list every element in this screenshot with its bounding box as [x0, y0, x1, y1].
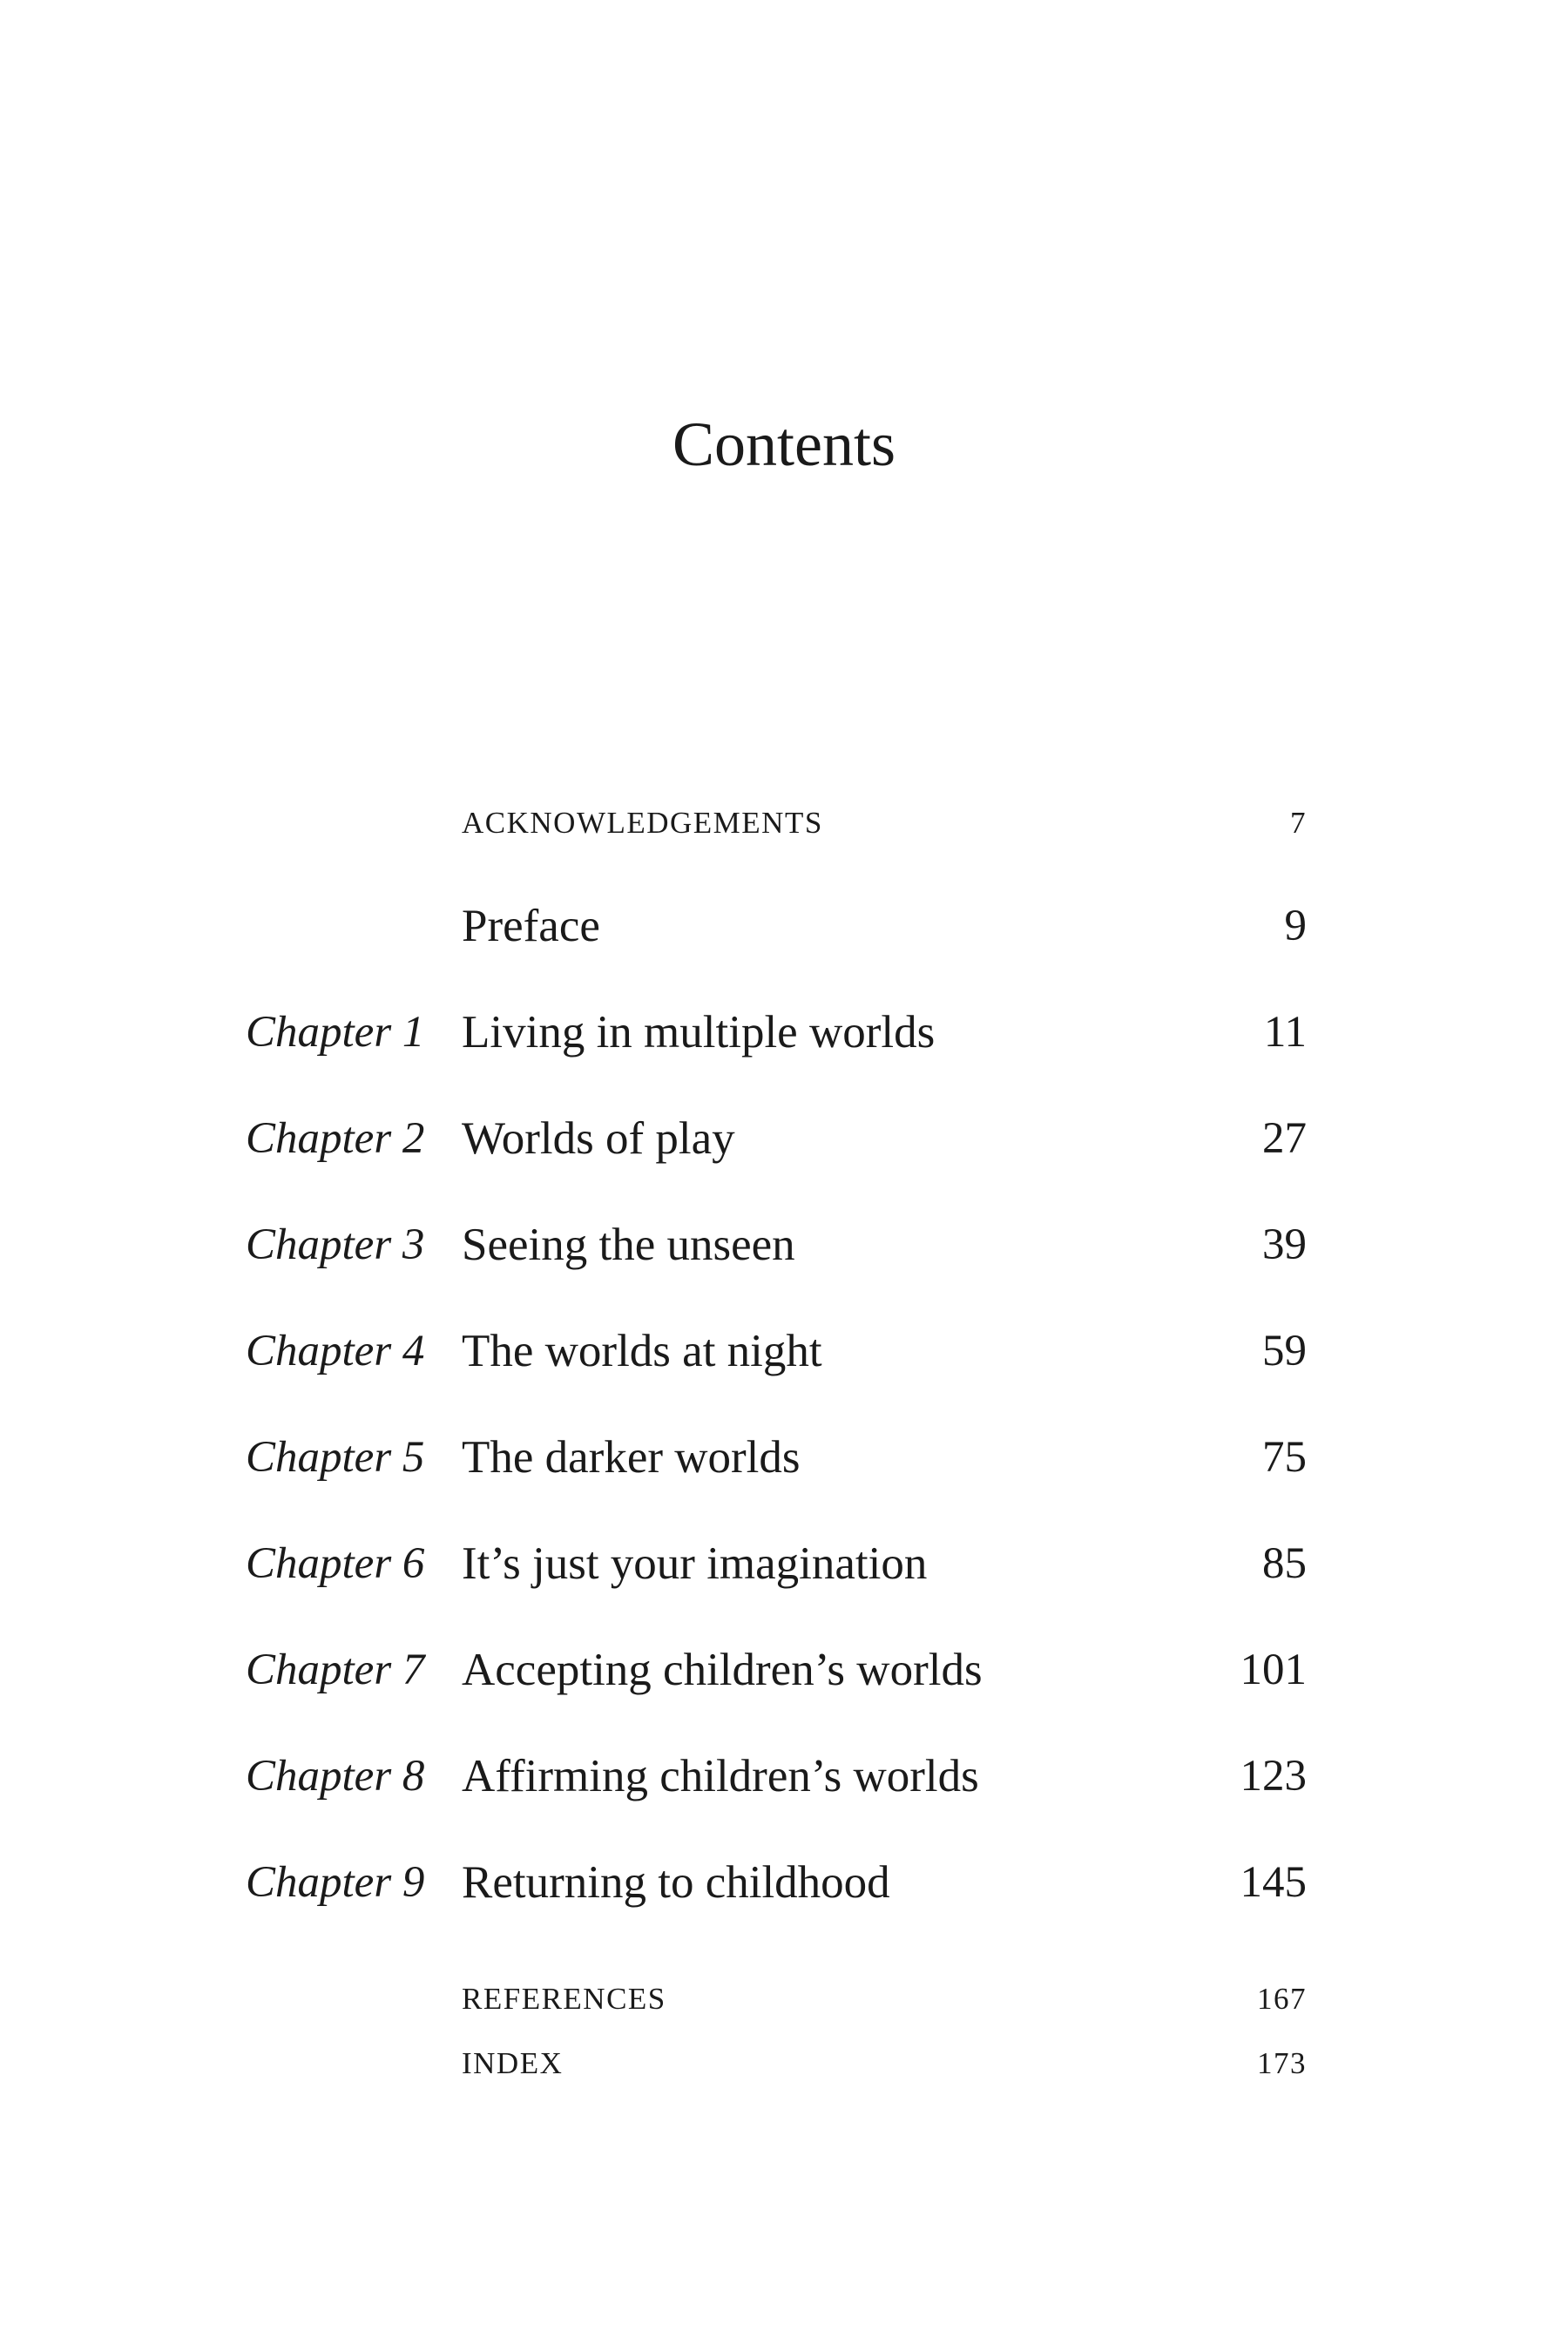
toc-entry-references[interactable] [0, 1977, 1568, 2021]
toc-entry-page: 9 [1284, 902, 1307, 950]
toc-entry-chapter-5[interactable] [0, 1427, 1568, 1488]
toc-entry-title: The darker worlds [462, 1432, 801, 1483]
toc-entry-title: Affirming children’s worlds [462, 1751, 979, 1801]
toc-entry-index[interactable] [0, 2042, 1568, 2085]
chapter-label: Chapter 5 [246, 1433, 425, 1482]
toc-entry-chapter-6[interactable] [0, 1533, 1568, 1594]
chapter-label: Chapter 8 [246, 1752, 425, 1801]
toc-entry-chapter-2[interactable] [0, 1108, 1568, 1169]
toc-entry-title: Living in multiple worlds [462, 1007, 936, 1058]
toc-entry-title: The worlds at night [462, 1326, 822, 1376]
toc-entry-chapter-1[interactable] [0, 1002, 1568, 1063]
toc-entry-title: It’s just your imagination [462, 1538, 928, 1589]
toc-entry-chapter-7[interactable] [0, 1639, 1568, 1700]
toc-entry-page: 167 [1257, 1982, 1307, 2016]
chapter-label: Chapter 2 [246, 1114, 425, 1163]
page-title: Contents [672, 409, 896, 479]
toc-entry-title: Worlds of play [462, 1113, 735, 1164]
chapter-label: Chapter 1 [246, 1008, 425, 1057]
toc-entry-chapter-9[interactable] [0, 1852, 1568, 1913]
toc-entry-chapter-8[interactable] [0, 1746, 1568, 1807]
toc-entry-title: REFERENCES [462, 1982, 666, 2016]
chapter-label: Chapter 9 [246, 1858, 425, 1907]
toc-entry-preface[interactable] [0, 896, 1568, 956]
chapter-label: Chapter 7 [246, 1646, 425, 1694]
toc-entry-title: ACKNOWLEDGEMENTS [462, 806, 823, 840]
toc-entry-page: 27 [1262, 1114, 1307, 1163]
toc-entry-chapter-4[interactable] [0, 1321, 1568, 1382]
toc-entry-page: 11 [1263, 1008, 1307, 1057]
toc-entry-title: Preface [462, 901, 600, 951]
toc-entry-page: 145 [1240, 1858, 1307, 1907]
toc-entry-chapter-3[interactable] [0, 1214, 1568, 1275]
chapter-label: Chapter 3 [246, 1220, 425, 1269]
toc-entry-title: INDEX [462, 2046, 564, 2080]
toc-entry-title: Accepting children’s worlds [462, 1645, 983, 1695]
toc-entry-page: 85 [1262, 1539, 1307, 1588]
chapter-label: Chapter 6 [246, 1539, 425, 1588]
toc-entry-page: 173 [1257, 2046, 1307, 2080]
toc-entry-acknowledgements[interactable] [0, 801, 1568, 845]
toc-entry-page: 59 [1262, 1327, 1307, 1375]
toc-entry-page: 7 [1290, 806, 1307, 840]
toc-entry-page: 101 [1240, 1646, 1307, 1694]
toc-entry-page: 75 [1262, 1433, 1307, 1482]
toc-entry-page: 123 [1240, 1752, 1307, 1801]
toc-entry-title: Seeing the unseen [462, 1220, 795, 1270]
toc-entry-page: 39 [1262, 1220, 1307, 1269]
chapter-label: Chapter 4 [246, 1327, 425, 1375]
toc-entry-title: Returning to childhood [462, 1857, 890, 1908]
